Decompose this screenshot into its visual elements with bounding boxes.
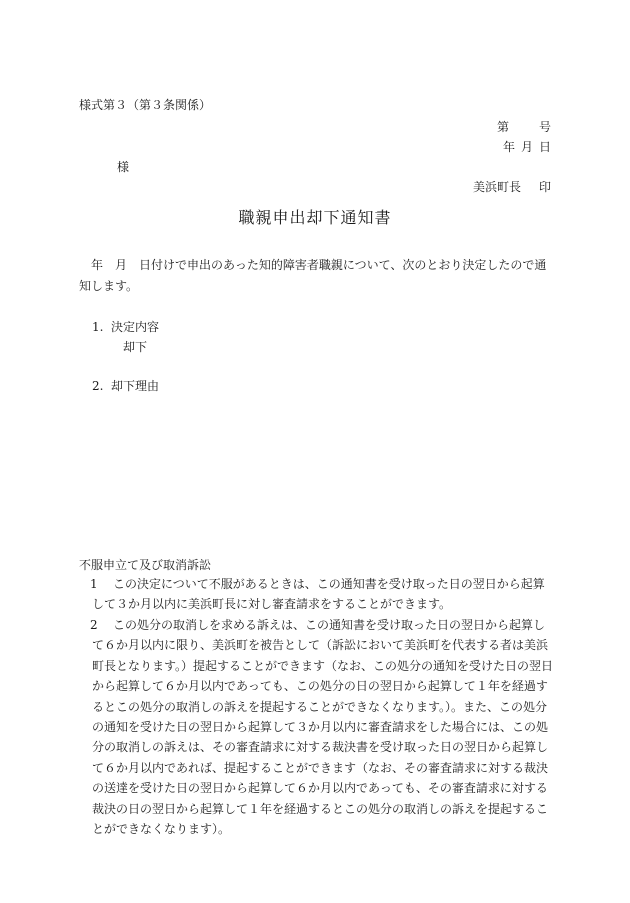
document-number-suffix: 号 xyxy=(539,120,552,134)
rejection-reason-heading xyxy=(92,377,159,394)
appeal-entry-number: 2 xyxy=(90,618,98,632)
appeal-entry xyxy=(92,574,556,615)
decision-content-heading xyxy=(92,318,159,335)
item-number: 2. xyxy=(92,379,104,393)
item-heading: 決定内容 xyxy=(111,320,160,334)
addressee: 様 xyxy=(117,160,130,174)
document-title: 職親申出却下通知書 xyxy=(238,208,392,227)
item-number: 1. xyxy=(92,320,104,334)
document-number xyxy=(497,118,551,135)
item-heading: 却下理由 xyxy=(111,379,160,393)
document-number-prefix: 第 xyxy=(497,120,510,134)
appeal-entry xyxy=(92,615,556,839)
date-month: 月 xyxy=(521,140,534,154)
form-label: 様式第３（第３条関係） xyxy=(79,98,212,112)
appeal-heading: 不服申立て及び取消訴訟 xyxy=(79,558,212,572)
issuer-name: 美浜町長 xyxy=(473,180,522,194)
document-date xyxy=(503,138,551,155)
appeal-entry-text: この決定について不服があるときは、この通知書を受け取った日の翌日から起算して３か月以内に美浜町長に対し審査請求をすることができます。 xyxy=(92,577,545,612)
issuer-seal: 印 xyxy=(539,180,552,194)
date-year: 年 xyxy=(503,140,516,154)
date-day: 日 xyxy=(539,140,552,154)
appeal-entry-text: この処分の取消しを求める訴えは、この通知書を受け取った日の翌日から起算して６か月以内に限り、美浜町を被告として（訴訟において美浜町を代表する者は美浜町長となります。）提起することができます（なお、この処分の通知を受けた日の翌日から起算して６か月以内であっても、この処分の日の翌日から起算して１年を経過するとこの処分の取消しの訴えを提起することができなくなります。）。また、この処分の通知を受けた日の翌日から起算して３か月以内に審査請求をした場合には、この処分の取消しの訴えは、その審査請求に対する裁決書を受け取った日の翌日から起算して６か月以内であれば、提起することができます（なお、その審査請求に対する裁決の送達を受けた日の翌日から起算して６か月以内であっても、その審査請求に対する裁決の日の翌日から起算して１年を経過するとこの処分の取消しの訴えを提起することができなくなります）。 xyxy=(92,618,554,837)
issuer xyxy=(473,178,551,195)
decision-content-value: 却下 xyxy=(123,340,148,354)
appeal-entry-number: 1 xyxy=(90,577,98,591)
body-text: 年 月 日付けで申出のあった知的障害者職親について、次のとおり決定したので通知します。 xyxy=(79,258,547,293)
